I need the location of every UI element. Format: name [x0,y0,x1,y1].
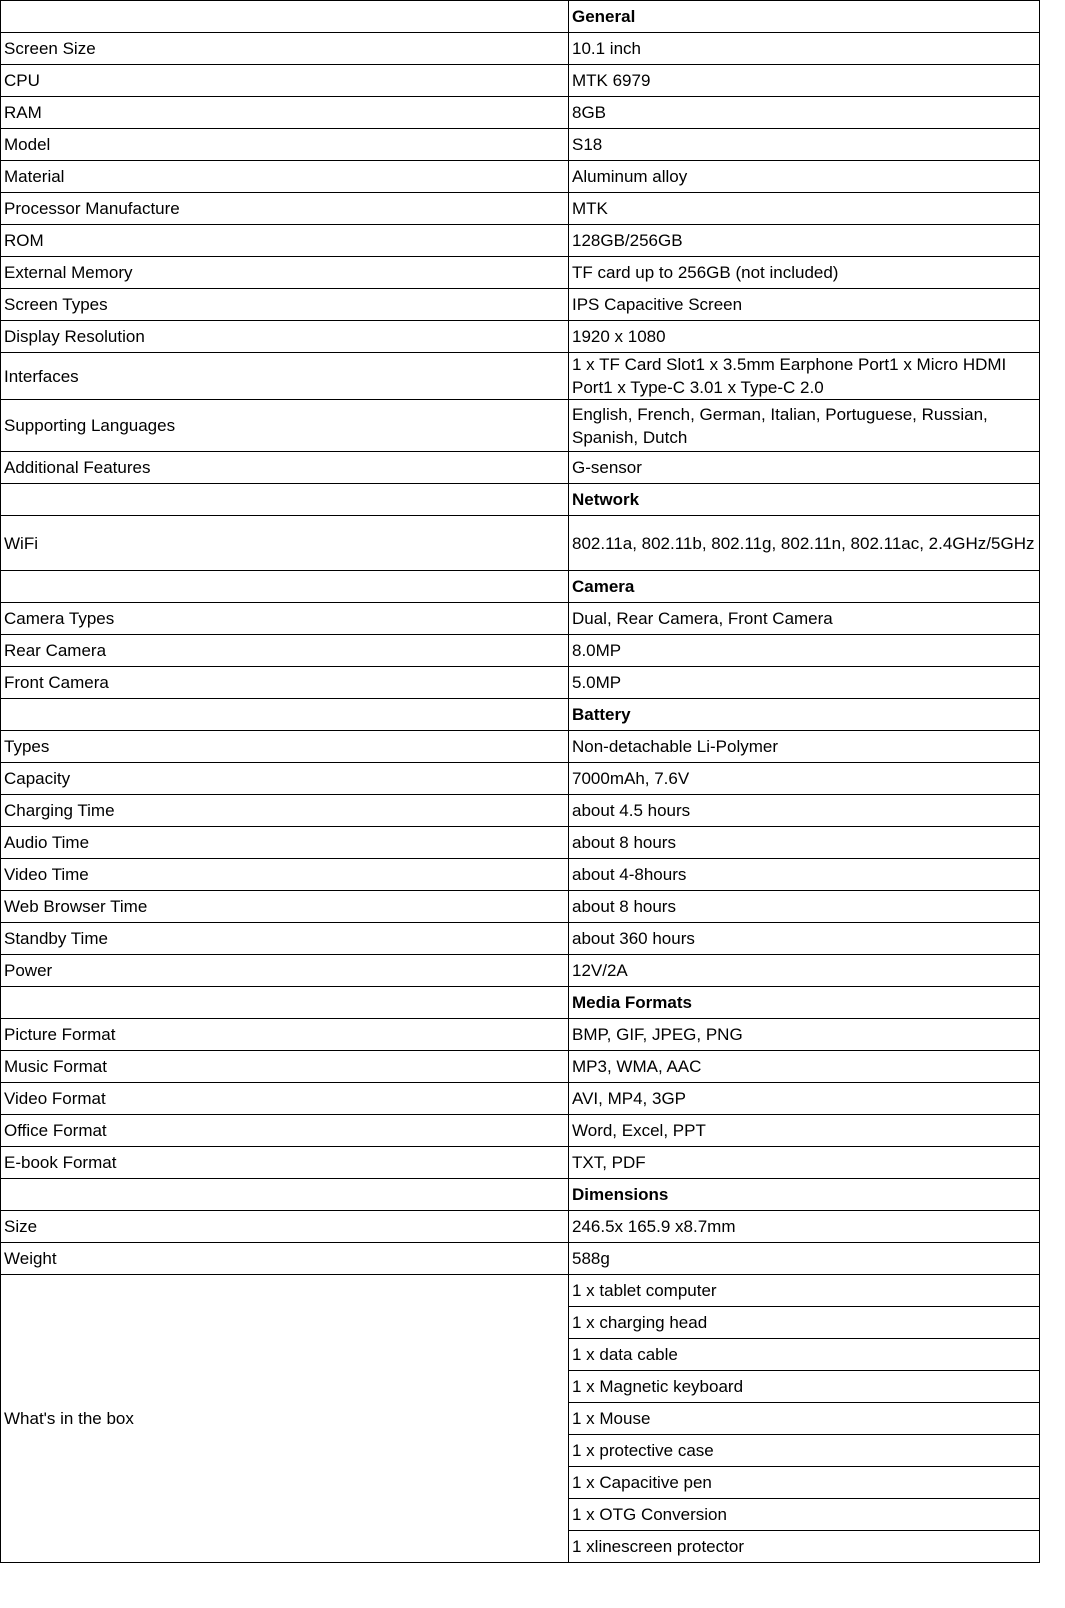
table-row [1,1115,1040,1147]
spec-value: about 8 hours [569,891,1040,923]
table-row [1,161,1040,193]
spec-value: 8.0MP [569,635,1040,667]
table-row [1,955,1040,987]
box-item-row [1,1275,1040,1307]
spec-label: Screen Types [1,289,569,321]
table-row [1,97,1040,129]
box-item: 1 x protective case [569,1435,1040,1467]
box-item: 1 xlinescreen protector [569,1531,1040,1563]
table-row [1,353,1040,400]
box-item: 1 x Mouse [569,1403,1040,1435]
spec-value: 1 x TF Card Slot1 x 3.5mm Earphone Port1 x Micro HDMI Port1 x Type-C 3.01 x Type-C 2.0 [569,353,1040,400]
spec-label: ROM [1,225,569,257]
spec-label: Rear Camera [1,635,569,667]
spec-label: Types [1,731,569,763]
spec-value: 802.11a, 802.11b, 802.11g, 802.11n, 802.11ac, 2.4GHz/5GHz [569,516,1040,571]
spec-value: 588g [569,1243,1040,1275]
table-row [1,923,1040,955]
table-row [1,225,1040,257]
spec-label: Picture Format [1,1019,569,1051]
spec-label [1,571,569,603]
spec-label: Interfaces [1,353,569,400]
section-header-row [1,987,1040,1019]
spec-value: about 4-8hours [569,859,1040,891]
spec-value: about 360 hours [569,923,1040,955]
spec-value: Dual, Rear Camera, Front Camera [569,603,1040,635]
box-item: 1 x Magnetic keyboard [569,1371,1040,1403]
spec-value: AVI, MP4, 3GP [569,1083,1040,1115]
section-header-row [1,571,1040,603]
spec-value: G-sensor [569,452,1040,484]
box-item: 1 x Capacitive pen [569,1467,1040,1499]
table-row [1,193,1040,225]
spec-value: MTK [569,193,1040,225]
spec-label: Office Format [1,1115,569,1147]
spec-label: Charging Time [1,795,569,827]
table-row [1,635,1040,667]
spec-label: Web Browser Time [1,891,569,923]
spec-label: Audio Time [1,827,569,859]
spec-label: Video Time [1,859,569,891]
box-item: 1 x tablet computer [569,1275,1040,1307]
spec-value: 7000mAh, 7.6V [569,763,1040,795]
table-row [1,603,1040,635]
spec-label: Material [1,161,569,193]
table-row [1,257,1040,289]
box-item: 1 x OTG Conversion [569,1499,1040,1531]
spec-label: E-book Format [1,1147,569,1179]
section-title: General [569,1,1040,33]
spec-label: Supporting Languages [1,400,569,452]
spec-value: Non-detachable Li-Polymer [569,731,1040,763]
spec-label: Music Format [1,1051,569,1083]
section-title: Network [569,484,1040,516]
spec-value: Word, Excel, PPT [569,1115,1040,1147]
spec-value: MTK 6979 [569,65,1040,97]
spec-value: 5.0MP [569,667,1040,699]
spec-label [1,987,569,1019]
spec-value: 10.1 inch [569,33,1040,65]
table-row [1,1147,1040,1179]
spec-value: Aluminum alloy [569,161,1040,193]
spec-value: BMP, GIF, JPEG, PNG [569,1019,1040,1051]
table-row [1,1083,1040,1115]
table-row [1,1211,1040,1243]
spec-value: 128GB/256GB [569,225,1040,257]
table-row [1,859,1040,891]
spec-label [1,1,569,33]
box-item: 1 x charging head [569,1307,1040,1339]
spec-label: Model [1,129,569,161]
table-row [1,516,1040,571]
spec-value: 8GB [569,97,1040,129]
table-row [1,827,1040,859]
table-row [1,1019,1040,1051]
spec-label: Additional Features [1,452,569,484]
spec-label: CPU [1,65,569,97]
table-row [1,731,1040,763]
spec-value: about 8 hours [569,827,1040,859]
spec-label: Screen Size [1,33,569,65]
spec-label: Size [1,1211,569,1243]
section-title: Camera [569,571,1040,603]
section-title: Media Formats [569,987,1040,1019]
spec-value: 12V/2A [569,955,1040,987]
section-header-row [1,484,1040,516]
spec-value: TF card up to 256GB (not included) [569,257,1040,289]
section-header-row [1,1179,1040,1211]
table-row [1,129,1040,161]
spec-label: WiFi [1,516,569,571]
box-label: What's in the box [1,1275,569,1563]
spec-value: S18 [569,129,1040,161]
section-header-row [1,699,1040,731]
spec-label: Video Format [1,1083,569,1115]
spec-value: 246.5x 165.9 x8.7mm [569,1211,1040,1243]
spec-label: Standby Time [1,923,569,955]
spec-label: External Memory [1,257,569,289]
table-row [1,1051,1040,1083]
section-header-row [1,1,1040,33]
spec-label: Capacity [1,763,569,795]
spec-label: Front Camera [1,667,569,699]
spec-label [1,1179,569,1211]
spec-label [1,484,569,516]
spec-label: Camera Types [1,603,569,635]
spec-value: IPS Capacitive Screen [569,289,1040,321]
spec-label: RAM [1,97,569,129]
table-row [1,452,1040,484]
spec-label [1,699,569,731]
spec-label: Weight [1,1243,569,1275]
box-item: 1 x data cable [569,1339,1040,1371]
spec-value: TXT, PDF [569,1147,1040,1179]
table-row [1,795,1040,827]
table-row [1,400,1040,452]
spec-value: MP3, WMA, AAC [569,1051,1040,1083]
section-title: Dimensions [569,1179,1040,1211]
spec-value: 1920 x 1080 [569,321,1040,353]
spec-value: about 4.5 hours [569,795,1040,827]
table-row [1,65,1040,97]
table-row [1,1243,1040,1275]
table-row [1,891,1040,923]
table-row [1,321,1040,353]
table-row [1,289,1040,321]
spec-value: English, French, German, Italian, Portuguese, Russian, Spanish, Dutch [569,400,1040,452]
spec-table-body [1,1,1040,1563]
table-row [1,763,1040,795]
table-row [1,33,1040,65]
section-title: Battery [569,699,1040,731]
table-row [1,667,1040,699]
spec-label: Processor Manufacture [1,193,569,225]
spec-label: Display Resolution [1,321,569,353]
spec-label: Power [1,955,569,987]
